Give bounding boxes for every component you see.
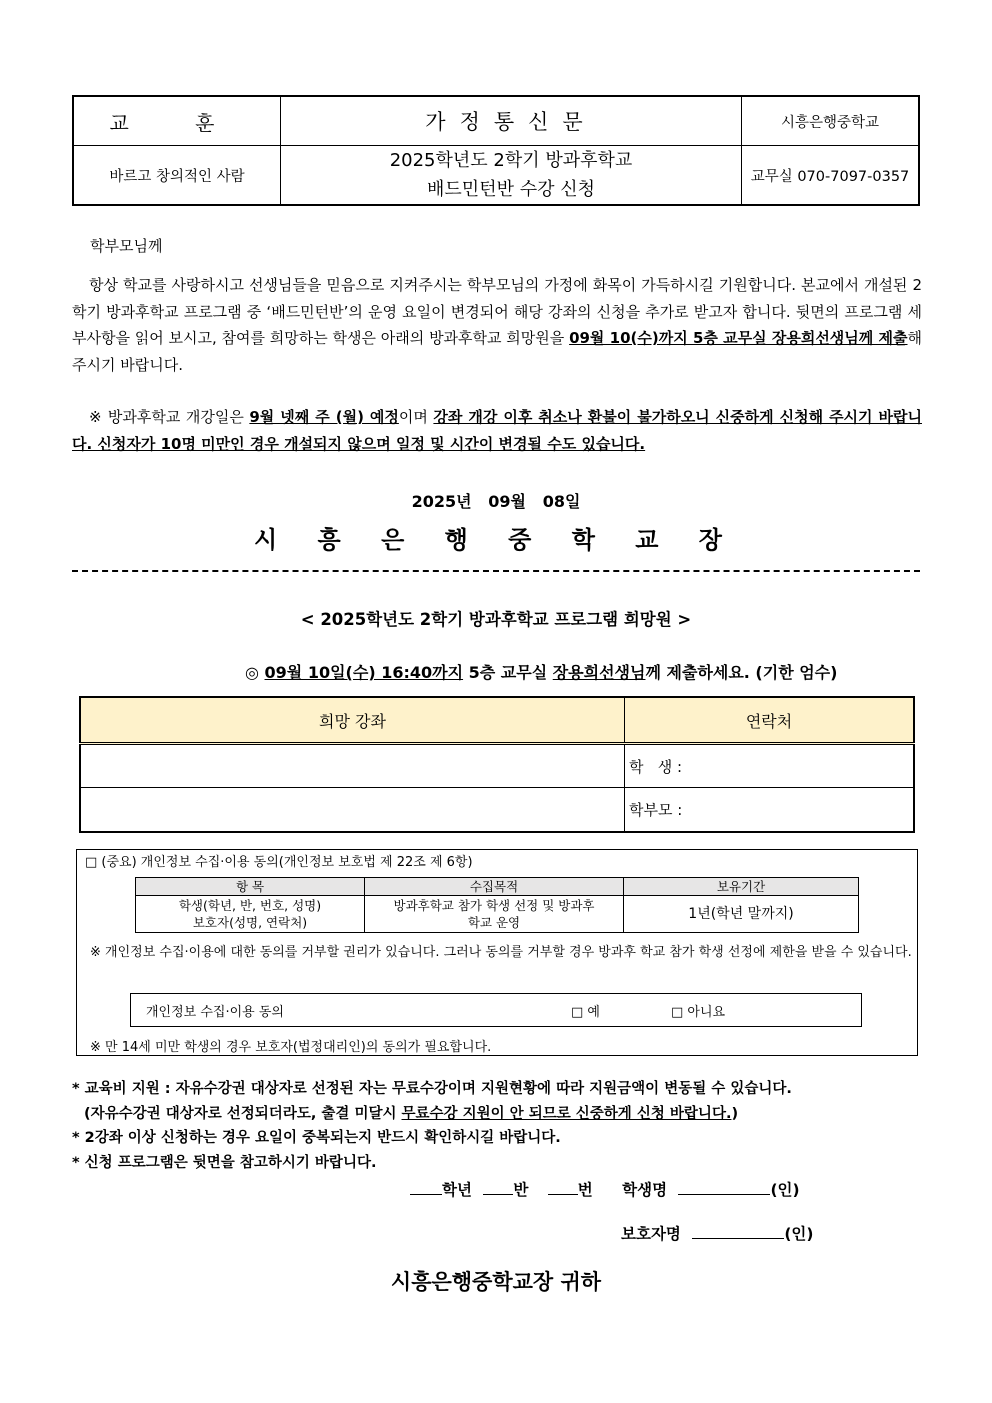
parent-contact-field[interactable] (625, 788, 915, 832)
number-label: 번 (577, 1181, 593, 1199)
consent-label: 개인정보 수집·이용 동의 (146, 1005, 284, 1020)
p2-warning: 강좌 개강 이후 취소나 환불이 불가하오니 신중하게 신청해 주시기 바랍니다. 신청자가 10명 미만인 경우 개설되지 않으며 일정 및 시간이 변경될 수도 있습니다. (72, 408, 922, 453)
grade-blank[interactable] (410, 1194, 442, 1195)
paragraph-2 (72, 404, 922, 457)
p1-text: 항상 학교를 사랑하시고 선생님들을 믿음으로 지켜주시는 학부모님의 가정에 화목이 가득하시길 기원합니다. 본교에서 개설된 2학기 방과후학교 프로그램 중 ‘배드민턴반’의 운영 요일이 변경되어 해당 강좌의 신청을 추가로 받고자 합니다. 뒷면의 프로그램 세부사항을 읽어 보시고, 참여를 희망하는 학생은 아래의 방과후학교 희망원을 (72, 276, 922, 347)
number-blank[interactable] (548, 1194, 578, 1195)
student-name-blank[interactable] (678, 1194, 770, 1195)
form-deadline (245, 660, 837, 683)
consent-row (130, 993, 862, 1027)
issue-date: 2025년 09월 08일 (411, 492, 581, 511)
p1-end: 해 주시기 바랍니다. (72, 329, 923, 374)
greeting: 학부모님께 (90, 237, 163, 255)
doc-subject (281, 146, 742, 206)
note-1b-c: ) (731, 1105, 739, 1122)
col-contact: 연락처 (625, 697, 915, 744)
form-title: < 2025학년도 2학기 방과후학교 프로그램 희망원 > (300, 610, 692, 629)
privacy-table (135, 877, 859, 933)
deadline-teacher: 장용희선생님 (552, 663, 646, 682)
privacy-col-purpose: 수집목적 (365, 878, 624, 896)
guardian-name-blank[interactable] (692, 1238, 784, 1239)
deadline-date: 09월 10일(수) 16:40까지 (264, 663, 464, 682)
p1-deadline: 09월 10(수)까지 5층 교무실 장용희선생님께 제출 (569, 329, 908, 347)
col-course: 희망 강좌 (80, 697, 625, 744)
course-input-2[interactable] (80, 788, 625, 832)
consent-yes-checkbox[interactable]: □ 예 (571, 1005, 600, 1020)
student-name-label: 학생명 (622, 1181, 668, 1199)
note-1b-a: (자유수강권 대상자로 선정되더라도, 출결 미달시 (84, 1105, 402, 1122)
doc-title: 가정통신문 (281, 96, 742, 146)
motto: 바르고 창의적인 사람 (73, 146, 281, 206)
deadline-mark: ◎ (245, 663, 265, 682)
purpose-line1: 방과후학교 참가 학생 선정 및 방과후 (393, 898, 595, 913)
class-label: 반 (513, 1181, 529, 1199)
student-sign-line (410, 1178, 800, 1200)
paragraph-1 (72, 272, 922, 378)
deadline-place: 5층 교무실 (463, 663, 553, 682)
p2-text: ※ 방과후학교 개강일은 (89, 408, 250, 426)
note-2: * 2강좌 이상 신청하는 경우 요일이 중복되는지 반드시 확인하시길 바랍니다. (72, 1130, 561, 1146)
privacy-note-2: ※ 만 14세 미만 학생의 경우 보호자(법정대리인)의 동의가 필요합니다. (90, 1040, 492, 1055)
guardian-seal: (인) (784, 1225, 814, 1243)
privacy-title: □ (중요) 개인정보 수집·이용 동의(개인정보 보호법 제 22조 제 6항) (85, 855, 473, 870)
notes (72, 1077, 932, 1175)
privacy-purpose (365, 896, 624, 933)
privacy-col-period: 보유기간 (624, 878, 859, 896)
privacy-note-1: ※ 개인정보 수집·이용에 대한 동의를 거부할 권리가 있습니다. 그러나 동의를 거부할 경우 방과후 학교 참가 학생 선정에 제한을 받을 수 있습니다. (90, 945, 912, 960)
privacy-period: 1년(학년 말까지) (624, 896, 859, 933)
note-1: * 교육비 지원 : 자유수강권 대상자로 선정된 자는 무료수강이며 지원현황에 따라 지원금액이 변동될 수 있습니다. (72, 1081, 792, 1097)
guardian-label: 보호자명 (621, 1225, 681, 1243)
items-line1: 학생(학년, 반, 번호, 성명) (178, 898, 322, 913)
grade-label: 학년 (442, 1181, 472, 1199)
student-contact-field[interactable] (625, 744, 915, 788)
principal-title: 시 흥 은 행 중 학 교 장 (254, 526, 738, 554)
motto-label: 교 훈 (73, 96, 281, 146)
note-1b (72, 1102, 932, 1127)
deadline-end: 께 제출하세요. (기한 엄수) (645, 663, 838, 682)
student-seal: (인) (770, 1181, 800, 1199)
privacy-items (136, 896, 365, 933)
cut-line (72, 570, 920, 572)
course-input-1[interactable] (80, 744, 625, 788)
p2-start-date: 9월 넷째 주 (월) 예정 (249, 408, 399, 426)
school-name: 시흥은행중학교 (742, 96, 920, 146)
subject-line1: 2025학년도 2학기 방과후학교 (389, 150, 633, 171)
class-blank[interactable] (483, 1194, 513, 1195)
wish-table (79, 696, 915, 833)
office-phone: 교무실 070-7097-0357 (742, 146, 920, 206)
items-line2: 보호자(성명, 연락처) (192, 915, 308, 930)
header-table (72, 95, 920, 206)
note-3: * 신청 프로그램은 뒷면을 참고하시기 바랍니다. (72, 1154, 377, 1171)
parent-contact-label: 학부모 : (629, 800, 683, 819)
student-contact-label: 학 생 : (629, 757, 683, 776)
subject-line2: 배드민턴반 수강 신청 (427, 179, 595, 200)
consent-no-checkbox[interactable]: □ 아니요 (671, 1005, 726, 1020)
note-1b-warning: 무료수강 지원이 안 되므로 신중하게 신청 바랍니다. (401, 1105, 732, 1122)
p2-mid: 이며 (398, 408, 434, 426)
purpose-line2: 학교 운영 (467, 915, 521, 930)
privacy-col-items: 항 목 (136, 878, 365, 896)
footer-addressee: 시흥은행중학교장 귀하 (390, 1270, 602, 1294)
guardian-sign-line (621, 1222, 813, 1244)
